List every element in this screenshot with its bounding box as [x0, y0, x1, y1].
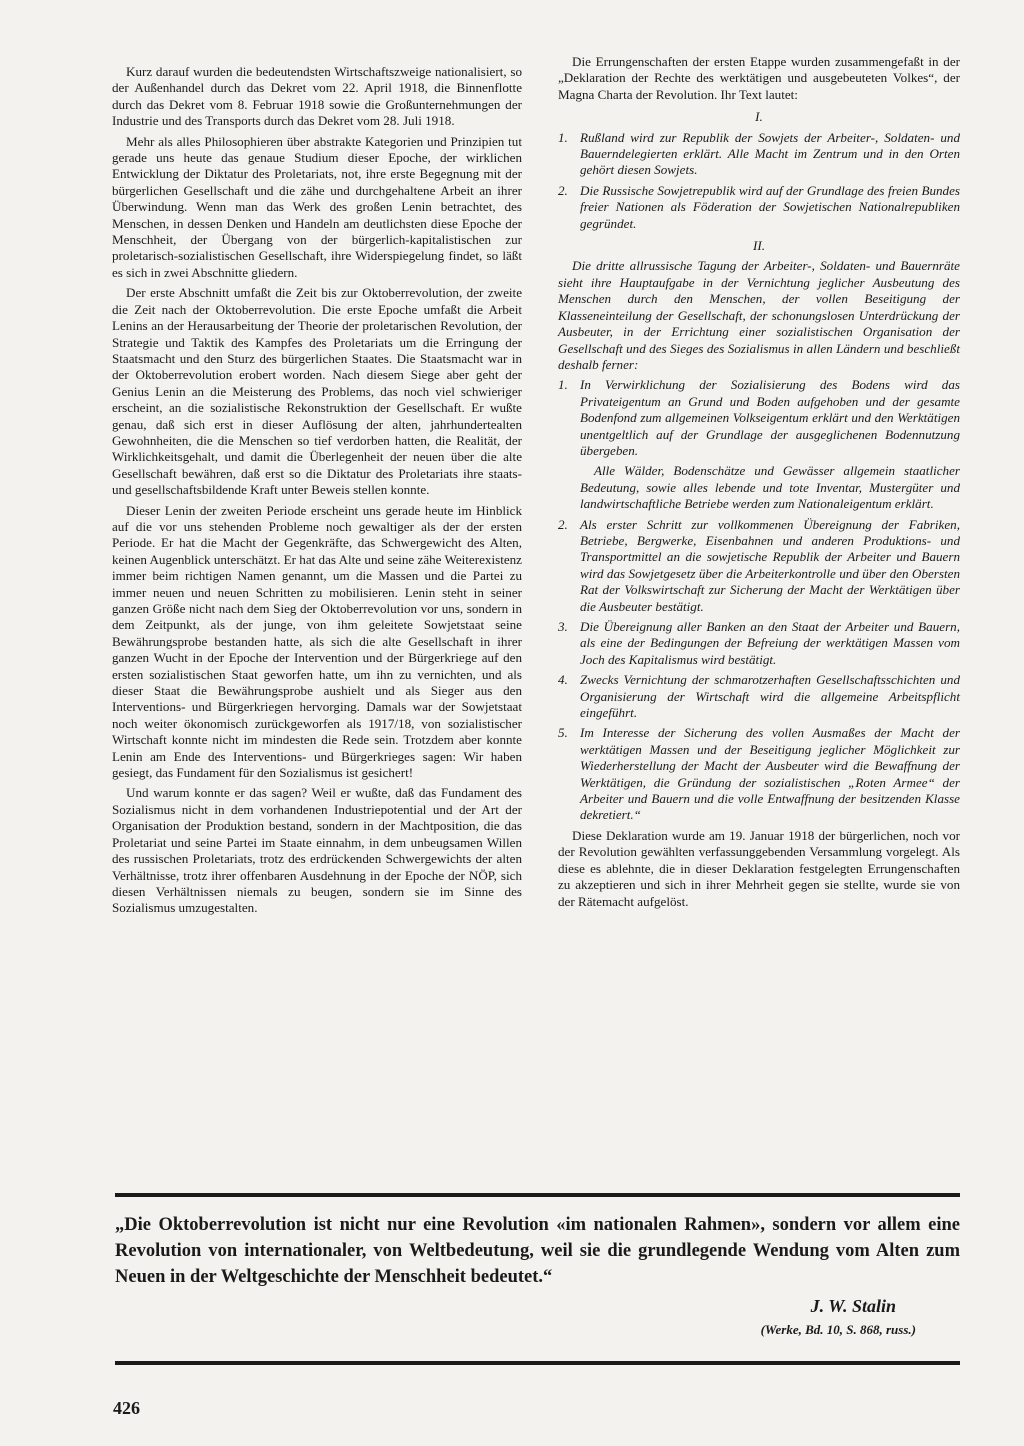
quote-source: (Werke, Bd. 10, S. 868, russ.): [760, 1322, 916, 1337]
page-number: 426: [113, 1398, 140, 1418]
item-number: 1.: [558, 377, 568, 393]
item-number: 2.: [558, 516, 568, 532]
preamble: Die dritte allrussische Tagung der Arbeiter-, Soldaten- und Bauernräte sieht ihre Hauptaufgabe in der Vernichtung jeglicher Ausbeutung des Menschen durch den Menschen, der vollen Beseitigung der Klasseneinteilung der Gesellschaft, der schonungslosen Unterdrückung der Ausbeuter, in der Errichtung einer sozialistischen Organisation der Gesellschaft und des Sieges des Sozialismus in allen Ländern und beschließt deshalb ferner:: [558, 258, 960, 372]
list-item: [558, 183, 960, 232]
divider: [115, 1193, 960, 1197]
list-item: [558, 517, 960, 615]
section-heading: I.: [755, 109, 763, 125]
divider: [115, 1361, 960, 1365]
item-number: 2.: [558, 182, 568, 198]
item-text: Im Interesse der Sicherung des vollen Ausmaßes der Macht der werktätigen Massen und der Beseitigung jeglicher Möglichkeit zur Wiederherstellung der Macht der Ausbeuter wird die Bewaffnung der Werktätigen, die Gründung der sozialistischen „Roten Armee“ der Arbeiter und Bauern und die volle Entwaffnung der besitzenden Klasse dekretiert.“: [580, 725, 960, 823]
item-number: 5.: [558, 725, 568, 741]
item-number: 4.: [558, 672, 568, 688]
list-item: [558, 130, 960, 179]
item-text: Zwecks Vernichtung der schmarotzerhaften Gesellschaftsschichten und Organisierung der Wirtschaft wird die allgemeine Arbeitspflicht eingeführt.: [580, 672, 960, 721]
item-number: 1.: [558, 129, 568, 145]
item-text: Als erster Schritt zur vollkommenen Übereignung der Fabriken, Betriebe, Bergwerke, Eisenbahnen und anderen Produktions- und Transportmittel an die sowjetische Republik der Arbeiter und Bauern wird das Sowjetgesetz über die Arbeiterkontrolle und über den Obersten Rat der Volkswirtschaft zur Sicherung der Macht der Werktätigen über die Ausbeuter bestätigt.: [580, 516, 960, 614]
paragraph: Der erste Abschnitt umfaßt die Zeit bis zur Oktoberrevolution, der zweite die Zeit nach der Oktoberrevolution. Die erste Epoche umfaßt die Arbeit Lenins an der Herausarbeitung der Theorie der proletarischen Revolution, der Strategie und Taktik des Kampfes des Proletariats um die Erringung der Staatsmacht und den Sturz des bürgerlichen Staates. Die Staatsmacht war in der Oktoberrevolution erobert worden. Nach diesem Siege aber geht der Genius Lenin an die Meisterung des Problems, das noch viel schwieriger erscheint, an die sozialistische Rekonstruktion der Gesellschaft. Er wußte genau, daß sich erst in dieser Auflösung der alten, jahrhundertealten Gewohnheiten, die die Menschen so tief verdorben hatten, die Realität, der Wirklichkeitsgehalt, und damit die Überlegenheit der neuen über die alte Gesellschaft bewähren, daß erst so die Diktatur des Proletariats ihre staats- und gesellschaftsbildende Kraft unter Beweis stellen konnte.: [112, 285, 522, 498]
item-text: Rußland wird zur Republik der Sowjets der Arbeiter-, Soldaten- und Bauerndelegierten erklärt. Alle Macht im Zentrum und in den Orten gehört diesen Sowjets.: [580, 129, 960, 178]
section-heading: II.: [753, 238, 765, 254]
paragraph: Diese Deklaration wurde am 19. Januar 1918 der bürgerlichen, noch vor der Revolution gewählten verfassunggebenden Versammlung vorgelegt. Als diese es ablehnte, die in dieser Deklaration festgelegten Errungenschaften zu akzeptieren und sich in ihrer Mehrheit gegen sie stellte, wurde sie von der Rätemacht aufgelöst.: [558, 827, 960, 909]
item-text: Die Russische Sowjetrepublik wird auf der Grundlage des freien Bundes freier Nationen als Föderation der Sowjetischen Nationalrepubliken gegründet.: [580, 182, 960, 231]
left-column: [112, 64, 522, 921]
right-column: [558, 54, 960, 914]
paragraph: Mehr als alles Philosophieren über abstrakte Kategorien und Prinzipien tut gerade uns heute das genaue Studium dieser Epoche, der wirklichen Entwicklung der Diktatur des Proletariats, not, ihre erste Begegnung mit der bürgerlichen Gesellschaft und die zähe und durchgehaltene Arbeit an ihrer Überwindung. Wenn man das Werk des großen Lenin betrachtet, des Menschen, in dessen Denken und Handeln am deutlichsten diese Epoche der Menschheit, der Übergang von der bürgerlich-kapitalistischen zur proletarisch-sozialistischen Gesellschaft, ihre Widerspiegelung findet, so läßt es sich in zwei Abschnitte gliedern.: [112, 133, 522, 280]
item-number: 3.: [558, 619, 568, 634]
list-item: [558, 725, 960, 823]
list-item: [558, 619, 960, 668]
paragraph: Kurz darauf wurden die bedeutendsten Wirtschaftszweige nationalisiert, so der Außenhandel durch das Dekret vom 22. April 1918, die Binnenflotte durch das Dekret vom 8. Februar 1918 sowie die Großunternehmungen der Industrie und des Transports durch das Dekret vom 28. Juli 1918.: [112, 64, 522, 129]
stalin-quote: „Die Oktoberrevolution ist nicht nur eine Revolution «im nationalen Rahmen», sondern vor allem eine Revolution von internationaler, von Weltbedeutung, weil sie die grundlegende Wendung vom Alten zum Neuen in der Weltgeschichte der Menschheit bedeutet.“: [115, 1215, 960, 1287]
paragraph: Dieser Lenin der zweiten Periode erscheint uns gerade heute im Hinblick auf die vor uns stehenden Probleme noch gewaltiger als der der ersten Periode. Er hat die Macht der Gegenkräfte, das Schwergewicht des Alten, keinen Augenblick unterschätzt. Er hat das Alte und seine zähe Weiterexistenz immer beim richtigen Namen genannt, um die Massen und die Partei zu immer neuen und neuen Schritten zu mobilisieren. Lenin steht in seiner ganzen Größe nicht nach dem Sieg der Oktoberrevolution vor uns, sondern in dem Zeitpunkt, als der junge, von ihm geleitete Sowjetstaat seine Bewährungsprobe bestanden hatte, als sich die alte Gesellschaft in ihrer ganzen Wucht in der Epoche der Intervention und der Bürgerkriege auf den ersten sozialistischen Staat geworfen hatte, um ihn zu vernichten, und als dieser Staat die Bewährungsprobe aushielt und als Sieger aus den Interventions- und Bürgerkriegen hervorging. Damals war der Sowjetstaat noch weiter ökonomisch zurückgeworfen als 1917/18, von sozialistischer Wirtschaft konnte nicht im mindesten die Rede sein. Trotzdem aber konnte Lenin am Ende des Interventions- und Bürgerkrieges sagen: Wir haben gesiegt, das Fundament für den Sozialismus ist gesichert!: [112, 502, 522, 781]
item-text: Die Übereignung aller Banken an den Staat der Arbeiter und Bauern, als eine der Bedingungen der Befreiung der werktätigen Massen vom Joch des Kapitalismus wird bestätigt.: [580, 619, 960, 667]
list-item: [558, 377, 960, 459]
paragraph: Und warum konnte er das sagen? Weil er wußte, daß das Fundament des Sozialismus nicht in dem vorhandenen Industriepotential und der Art der Organisation der Produktion bestand, sondern in der Machtposition, die das Proletariat und seine Partei im Staate einnahm, in dem unbeugsamen Willen des russischen Proletariats, trotz des erdrückenden Schwergewichts der alten Verhältnisse, trotz ihrer offenbaren Ausdehnung in der Epoche der NÖP, sich diesen Verhältnissen niemals zu beugen, sondern sie im Sinne des Sozialismus umzugestalten.: [112, 785, 522, 916]
sub-paragraph: Alle Wälder, Bodenschätze und Gewässer allgemein staatlicher Bedeutung, sowie alles lebende und tote Inventar, Mustergüter und landwirtschaftliche Betriebe werden zum Nationaleigentum erklärt.: [580, 463, 960, 512]
quote-author: J. W. Stalin: [810, 1296, 896, 1316]
list-item: [558, 672, 960, 721]
item-text: In Verwirklichung der Sozialisierung des Bodens wird das Privateigentum an Grund und Boden aufgehoben und der gesamte Bodenfond zum allgemeinen Volkseigentum erklärt und den Werktätigen unentgeltlich auf der Grundlage der ausgeglichenen Bodennutzung übergeben.: [580, 377, 960, 458]
paragraph: Die Errungenschaften der ersten Etappe wurden zusammengefaßt in der „Deklaration der Rechte des werktätigen und ausgebeuteten Volkes“, der Magna Charta der Revolution. Ihr Text lautet:: [558, 54, 960, 102]
